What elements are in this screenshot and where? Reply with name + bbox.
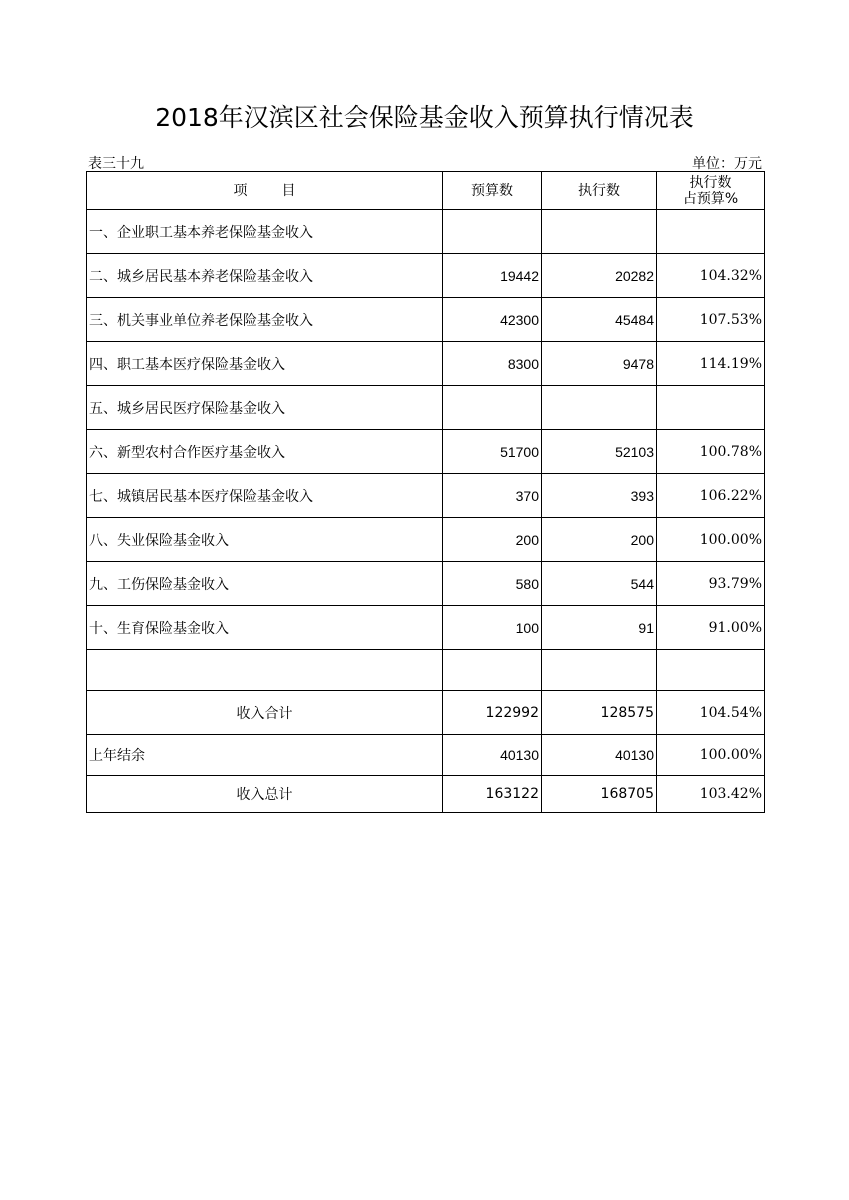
row-ratio: 91.00% (657, 606, 765, 650)
header-ratio-line2: 占预算% (682, 190, 739, 207)
table-row (87, 606, 765, 650)
row-budget (443, 650, 542, 691)
row-label (87, 650, 443, 691)
table-row (87, 342, 765, 386)
row-ratio: 106.22% (657, 474, 765, 518)
row-ratio: 107.53% (657, 298, 765, 342)
table-row (87, 430, 765, 474)
row-budget: 370 (443, 474, 542, 518)
row-budget (443, 386, 542, 430)
row-executed: 393 (542, 474, 657, 518)
carryover-label: 上年结余 (87, 735, 443, 776)
total-label: 收入总计 (87, 776, 443, 813)
carryover-ratio: 100.00% (657, 735, 765, 776)
header-row (87, 172, 765, 210)
row-executed: 20282 (542, 254, 657, 298)
row-ratio: 100.78% (657, 430, 765, 474)
table-row (87, 562, 765, 606)
row-executed (542, 650, 657, 691)
total-row (87, 776, 765, 813)
carryover-budget: 40130 (443, 735, 542, 776)
subtotal-executed: 128575 (542, 691, 657, 735)
page-title: 2018年汉滨区社会保险基金收入预算执行情况表 (155, 103, 694, 132)
row-label: 九、工伤保险基金收入 (87, 562, 443, 606)
header-item-a: 项 (233, 182, 248, 199)
row-executed: 9478 (542, 342, 657, 386)
row-budget: 19442 (443, 254, 542, 298)
row-budget: 200 (443, 518, 542, 562)
carryover-row (87, 735, 765, 776)
header-ratio-line1: 执行数 (689, 174, 732, 191)
row-executed (542, 210, 657, 254)
carryover-executed: 40130 (542, 735, 657, 776)
header-ratio (657, 172, 765, 210)
table-row (87, 518, 765, 562)
row-label: 八、失业保险基金收入 (87, 518, 443, 562)
row-executed: 200 (542, 518, 657, 562)
row-ratio (657, 210, 765, 254)
row-label: 三、机关事业单位养老保险基金收入 (87, 298, 443, 342)
header-item (87, 172, 443, 210)
table-row (87, 386, 765, 430)
row-budget: 42300 (443, 298, 542, 342)
row-budget: 580 (443, 562, 542, 606)
row-label: 一、企业职工基本养老保险基金收入 (87, 210, 443, 254)
row-executed: 45484 (542, 298, 657, 342)
unit-label: 单位：万元 (692, 156, 762, 172)
row-ratio: 93.79% (657, 562, 765, 606)
row-label: 四、职工基本医疗保险基金收入 (87, 342, 443, 386)
table-row (87, 210, 765, 254)
row-ratio (657, 650, 765, 691)
row-budget: 8300 (443, 342, 542, 386)
header-executed: 执行数 (542, 172, 657, 210)
subtotal-ratio: 104.54% (657, 691, 765, 735)
row-ratio: 114.19% (657, 342, 765, 386)
row-label: 七、城镇居民基本医疗保险基金收入 (87, 474, 443, 518)
subtotal-row (87, 691, 765, 735)
total-executed: 168705 (542, 776, 657, 813)
row-executed (542, 386, 657, 430)
row-label: 二、城乡居民基本养老保险基金收入 (87, 254, 443, 298)
row-label: 五、城乡居民医疗保险基金收入 (87, 386, 443, 430)
row-executed: 544 (542, 562, 657, 606)
row-label: 十、生育保险基金收入 (87, 606, 443, 650)
row-executed: 91 (542, 606, 657, 650)
subtotal-label: 收入合计 (87, 691, 443, 735)
table-row (87, 298, 765, 342)
table-row (87, 254, 765, 298)
income-table (86, 171, 765, 813)
row-ratio (657, 386, 765, 430)
header-item-b: 目 (281, 182, 296, 199)
header-budget: 预算数 (443, 172, 542, 210)
row-budget: 100 (443, 606, 542, 650)
row-budget (443, 210, 542, 254)
table-row-empty (87, 650, 765, 691)
row-ratio: 104.32% (657, 254, 765, 298)
row-label: 六、新型农村合作医疗基金收入 (87, 430, 443, 474)
row-budget: 51700 (443, 430, 542, 474)
total-ratio: 103.42% (657, 776, 765, 813)
table-number: 表三十九 (88, 156, 144, 172)
row-executed: 52103 (542, 430, 657, 474)
subtotal-budget: 122992 (443, 691, 542, 735)
table-row (87, 474, 765, 518)
row-ratio: 100.00% (657, 518, 765, 562)
total-budget: 163122 (443, 776, 542, 813)
